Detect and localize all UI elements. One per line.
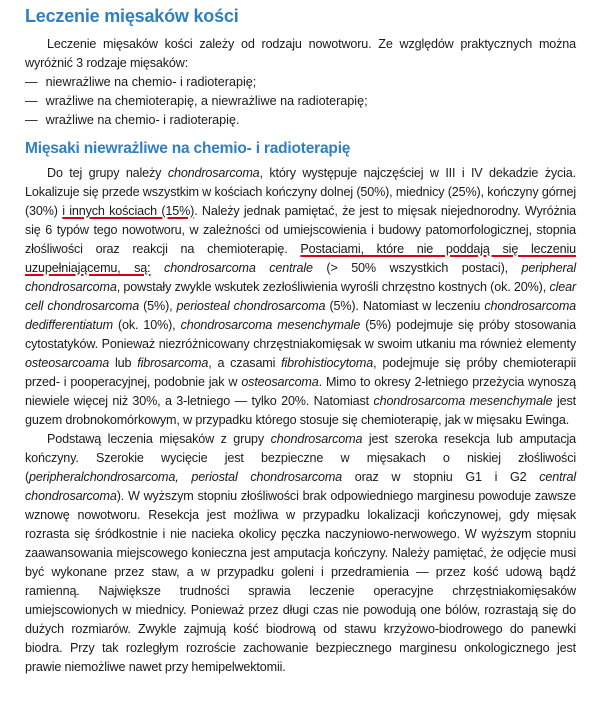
text-run: . Mimo to okresy 2-letniego przeżycia wynoszą niewiele więcej niż 30%, a 3-letniego — tylko 20%. Natomiast	[25, 375, 577, 408]
text-run: , podejmuje się próby chemioterapii przed- i pooperacyjnej, podobnie jak w	[25, 356, 576, 389]
italic-term: fibrohistiocytoma	[281, 356, 374, 370]
text-run: jest szeroka resekcja lub amputacja kończyny. Szerokie wycięcie jest bezpieczne w mięsakach o niskiej złośliwości (	[25, 432, 576, 484]
text-run	[151, 261, 165, 275]
text-run: (ok. 10%),	[112, 318, 181, 332]
italic-term: chondrosarcoma	[270, 432, 363, 446]
text-run: , powstały zwykle wskutek zezłośliwienia wyrośli chrzęstno kostnych (ok. 20%),	[116, 280, 550, 294]
text-run: Do tej grupy należy	[47, 166, 168, 180]
text-run: ). W wyższym stopniu złośliwości brak odpowiedniego marginesu powoduje zawsze wznowę nowotworu. Resekcja jest możliwa w przypadku lokalizacji kończynowej, gdy mięsak rozrasta się śródkostnie i nie nacieka okolicy pęczka naczyniowo-nerwowego. W wyższym stopniu zaawansowania miejscowego konieczna jest amputacja kończyny. Należy pamiętać, że odjęcie musi być wykonane przez staw, a w przypadku goleni i przedramienia — przez kość udową bądź ramienną. Największe trudności sprawia leczenie operacyjne chrzęstniakomięsaków umiejscowionych w miednicy. Ponieważ przez długi czas nie powodują one bólów, rozrastają się do dużych rozmiarów. Zwykle zajmują kość biodrową od stawu krzyżowo-biodrowego do panewki biodra. Przy tak rozległym rozroście zachowanie bezpiecznego marginesu onkologicznego jest prawie niemożliwe nawet przy hemipelwektomii.	[25, 489, 576, 674]
text-run: (> 50% wszystkich postaci),	[312, 261, 522, 275]
italic-term: chondrosarcoma	[167, 166, 260, 180]
text-run: (5%),	[139, 299, 177, 313]
intro-paragraph: Leczenie mięsaków kości zależy od rodzaju nowotworu. Ze względów praktycznych można wyróżnić 3 rodzaje mięsaków:	[25, 37, 576, 70]
italic-term: chondrosarcoma mesenchymale	[373, 394, 553, 408]
italic-term: central chondrosarcoma	[25, 470, 576, 503]
italic-term: chondrosarcoma mesenchymale	[180, 318, 361, 332]
text-run: lub	[109, 356, 138, 370]
italic-term: peripheralchondrosarcoma, periostal chondrosarcoma	[29, 470, 343, 484]
sarcoma-types-list	[25, 73, 576, 130]
paragraph-chondrosarcoma	[25, 164, 576, 430]
text-run: jest guzem drobnokomórkowym, w przypadku którego stosuje się chemioterapię, jak w mięsaku Ewinga.	[25, 394, 576, 427]
underlined-text: Postaciami, które nie poddają się leczeniu uzupełniającemu, są:	[25, 242, 576, 275]
text-run: Podstawą leczenia mięsaków z grupy	[47, 432, 271, 446]
text-run: , który występuje najczęściej w III i IV dekadzie życia. Lokalizuje się przede wszystkim w kościach kończyny dolnej (50%), miednicy (25%), kończyny górnej (30%)	[25, 166, 577, 218]
section-title: Leczenie mięsaków kości	[25, 6, 239, 26]
paragraph-treatment	[25, 430, 576, 677]
italic-term: periosteal chondrosarcoma	[176, 299, 326, 313]
italic-term: chondrosarcoma dedifferentiatum	[25, 299, 577, 332]
italic-term: peripheral chondrosarcoma	[25, 261, 577, 294]
text-run: , a czasami	[208, 356, 282, 370]
italic-term: clear cell chondrosarcoma	[25, 280, 576, 313]
text-run: (5%) podejmuje się próby stosowania cytostatyków. Ponieważ niezróżnicowany chrzęstniakomięsak w swoim utkaniu ma również elementy	[25, 318, 577, 351]
underlined-text: i innych kościach (15%)	[62, 204, 195, 218]
italic-term: osteosarcoama	[25, 356, 110, 370]
subsection-title: Mięsaki niewrażliwe na chemio- i radioterapię	[25, 140, 351, 157]
list-item: — wrażliwe na chemioterapię, a niewrażliwe na radioterapię;	[25, 92, 576, 111]
text-run: oraz w stopniu G1 i G2	[342, 470, 540, 484]
list-item: — niewrażliwe na chemio- i radioterapię;	[25, 73, 576, 92]
text-run: (5%). Natomiast w leczeniu	[325, 299, 485, 313]
italic-term: fibrosarcoma	[137, 356, 209, 370]
text-run: . Należy jednak pamiętać, że jest to mięsak niejednorodny. Wyróżnia się 6 typów tego nowotworu, w zależności od umiejscowienia i budowy patomorfologicznej, stopnia złośliwości oraz reakcji na chemioterapię.	[25, 204, 576, 256]
italic-term: osteosarcoma	[241, 375, 319, 389]
italic-term: chondrosarcoma centrale	[164, 261, 313, 275]
list-item: — wrażliwe na chemio- i radioterapię.	[25, 111, 576, 130]
